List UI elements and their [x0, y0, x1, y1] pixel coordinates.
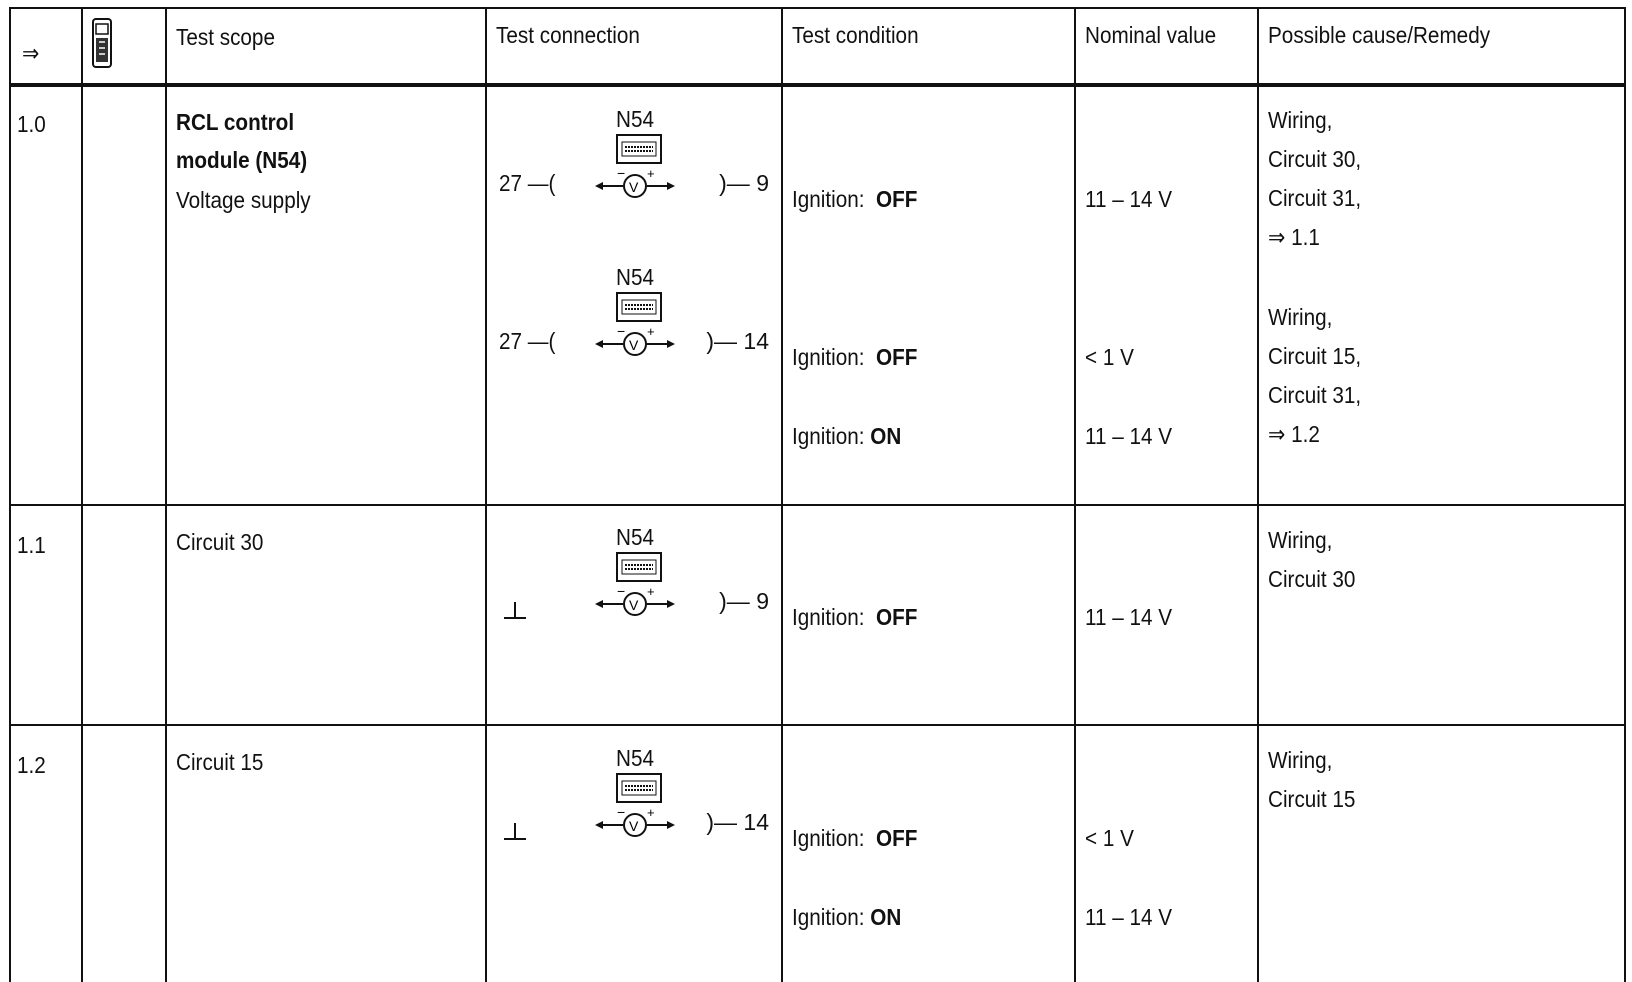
right-pin-label: )— 9 [719, 588, 769, 614]
row-1-1-step: 1.1 [17, 532, 46, 558]
remedy-line: Wiring, [1268, 747, 1333, 773]
control-module-icon [616, 773, 662, 803]
condition-ignition: Ignition: OFF [792, 344, 918, 370]
svg-text:+: + [647, 584, 655, 599]
nominal-value: 11 – 14 V [1085, 604, 1173, 630]
left-pin-label: 27 —( [499, 170, 556, 196]
voltmeter-icon [593, 805, 677, 839]
control-module-icon [616, 292, 662, 322]
header-test-connection: Test connection [496, 22, 640, 48]
nominal-value: < 1 V [1085, 344, 1134, 370]
module-label: N54 [616, 264, 654, 290]
header-arrow: ⇒ [22, 40, 40, 66]
remedy-line: Circuit 31, [1268, 382, 1362, 408]
remedy-line: Circuit 15 [1268, 786, 1356, 812]
header-test-condition: Test condition [792, 22, 919, 48]
right-pin-label: )— 14 [706, 809, 769, 835]
ground-symbol-icon [503, 600, 527, 622]
header-nominal-value: Nominal value [1085, 22, 1217, 48]
header-test-scope: Test scope [176, 24, 275, 50]
remedy-link[interactable]: ⇒ 1.2 [1268, 421, 1320, 447]
voltmeter-icon [593, 166, 677, 200]
remedy-line: Wiring, [1268, 107, 1333, 133]
multimeter-icon [92, 18, 112, 68]
svg-text:−: − [617, 324, 626, 339]
module-label: N54 [616, 745, 654, 771]
condition-ignition: Ignition: OFF [792, 604, 918, 630]
module-label: N54 [616, 524, 654, 550]
remedy-link[interactable]: ⇒ 1.1 [1268, 224, 1320, 250]
left-pin-label: 27 —( [499, 328, 556, 354]
svg-text:−: − [617, 166, 626, 181]
row-1-0-scope-title-1: RCL control [176, 109, 295, 135]
svg-text:V: V [629, 337, 639, 353]
svg-text:−: − [617, 584, 626, 599]
row-1-0-scope-title-2: module (N54) [176, 147, 308, 173]
svg-text:+: + [647, 805, 655, 820]
condition-ignition: Ignition: ON [792, 423, 902, 449]
row-1-2-step: 1.2 [17, 752, 46, 778]
nominal-value: 11 – 14 V [1085, 904, 1173, 930]
nominal-value: 11 – 14 V [1085, 423, 1173, 449]
remedy-line: Circuit 31, [1268, 185, 1362, 211]
header-possible-cause: Possible cause/Remedy [1268, 22, 1491, 48]
voltmeter-icon [593, 324, 677, 358]
ground-symbol-icon [503, 821, 527, 843]
remedy-line: Wiring, [1268, 527, 1333, 553]
nominal-value: 11 – 14 V [1085, 186, 1173, 212]
svg-text:V: V [629, 597, 639, 613]
svg-text:−: − [617, 805, 626, 820]
right-pin-label: )— 14 [706, 328, 769, 354]
module-label: N54 [616, 106, 654, 132]
condition-ignition: Ignition: ON [792, 904, 902, 930]
condition-ignition: Ignition: OFF [792, 825, 918, 851]
control-module-icon [616, 134, 662, 164]
remedy-line: Circuit 30, [1268, 146, 1362, 172]
svg-text:+: + [647, 324, 655, 339]
remedy-line: Circuit 30 [1268, 566, 1356, 592]
svg-text:V: V [629, 179, 639, 195]
svg-text:V: V [629, 818, 639, 834]
remedy-line: Circuit 15, [1268, 343, 1362, 369]
row-1-1-scope: Circuit 30 [176, 529, 264, 555]
control-module-icon [616, 552, 662, 582]
voltmeter-icon [593, 584, 677, 618]
row-1-0-step: 1.0 [17, 111, 46, 137]
row-1-2-scope: Circuit 15 [176, 749, 264, 775]
nominal-value: < 1 V [1085, 825, 1134, 851]
row-1-0-scope-subtitle: Voltage supply [176, 187, 311, 213]
svg-text:+: + [647, 166, 655, 181]
remedy-line: Wiring, [1268, 304, 1333, 330]
right-pin-label: )— 9 [719, 170, 769, 196]
condition-ignition: Ignition: OFF [792, 186, 918, 212]
